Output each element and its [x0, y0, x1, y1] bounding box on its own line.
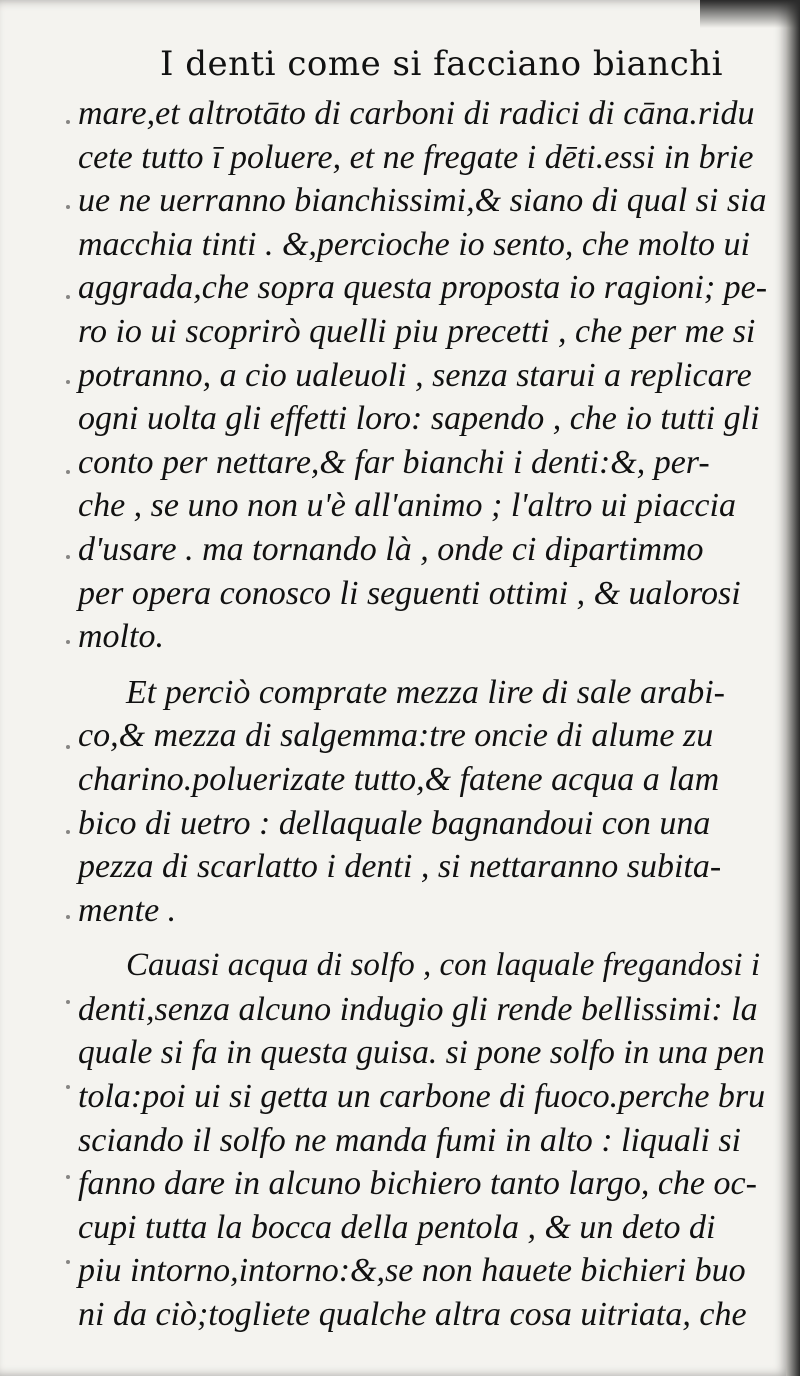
margin-marks [62, 95, 76, 1335]
text-line: mente . [78, 891, 177, 929]
text-line: fanno dare in alcuno bichiero tanto largo, che oc- [78, 1165, 757, 1203]
text-line: pezza di scarlatto i denti , si nettaranno subita- [78, 848, 722, 886]
text-line: sciando il solfo ne manda fumi in alto : liquali si [78, 1121, 741, 1159]
text-line: co,& mezza di salgemma:tre oncie di alume zu [78, 717, 714, 755]
paragraph-start-line: Cauasi acqua di solfo , con laquale fregandosi i [126, 947, 761, 984]
text-line: tola:poi ui si getta un carbone di fuoco.perche bru [78, 1078, 766, 1116]
body-text [78, 92, 768, 1337]
text-line: cupi tutta la bocca della pentola , & un deto di [78, 1208, 716, 1246]
text-line: ni da ciò;togliete qualche altra cosa uitriata, che [78, 1296, 747, 1334]
text-line: quale si fa in questa guisa. si pone solfo in una pen [78, 1034, 765, 1072]
text-line: bico di uetro : dellaquale bagnandoui con una [78, 804, 711, 842]
text-line: che , se uno non u'è all'animo ; l'altro ui piaccia [78, 487, 736, 525]
text-line: potranno, a cio ualeuoli , senza starui a replicare [78, 356, 752, 394]
text-line: piu intorno,intorno:&,se non hauete bichieri buo [78, 1252, 746, 1290]
text-line: conto per nettare,& far bianchi i denti:&, per- [78, 443, 710, 481]
text-line: ogni uolta gli effetti loro: sapendo , che io tutti gli [78, 400, 760, 438]
text-line: cete tutto ī poluere, et ne fregate i dēti.essi in brie [78, 138, 754, 176]
page-edge-shadow [786, 0, 800, 1376]
text-line: charino.poluerizate tutto,& fatene acqua a lam [78, 760, 720, 798]
text-line: molto. [78, 618, 164, 656]
text-line: ue ne uerranno bianchissimi,& siano di qual si sia [78, 182, 767, 220]
text-line: d'usare . ma tornando là , onde ci dipartimmo [78, 530, 704, 568]
paragraph-start-line: Et perciò comprate mezza lire di sale arabi- [126, 673, 726, 711]
text-line: mare,et altrotāto di carboni di radici di cāna.ridu [78, 95, 755, 132]
text-line: per opera conosco li seguenti ottimi , & ualorosi [78, 574, 741, 612]
text-line: macchia tinti . &,percioche io sento, che molto ui [78, 225, 750, 263]
text-line: ro io ui scoprirò quelli piu precetti , che per me si [78, 312, 756, 350]
page-corner-shadow [700, 0, 800, 28]
text-line: aggrada,che sopra questa proposta io ragioni; pe- [78, 269, 768, 307]
page-heading: I denti come si facciano bianchi [160, 44, 724, 84]
text-line: denti,senza alcuno indugio gli rende bellissimi: la [78, 990, 758, 1028]
